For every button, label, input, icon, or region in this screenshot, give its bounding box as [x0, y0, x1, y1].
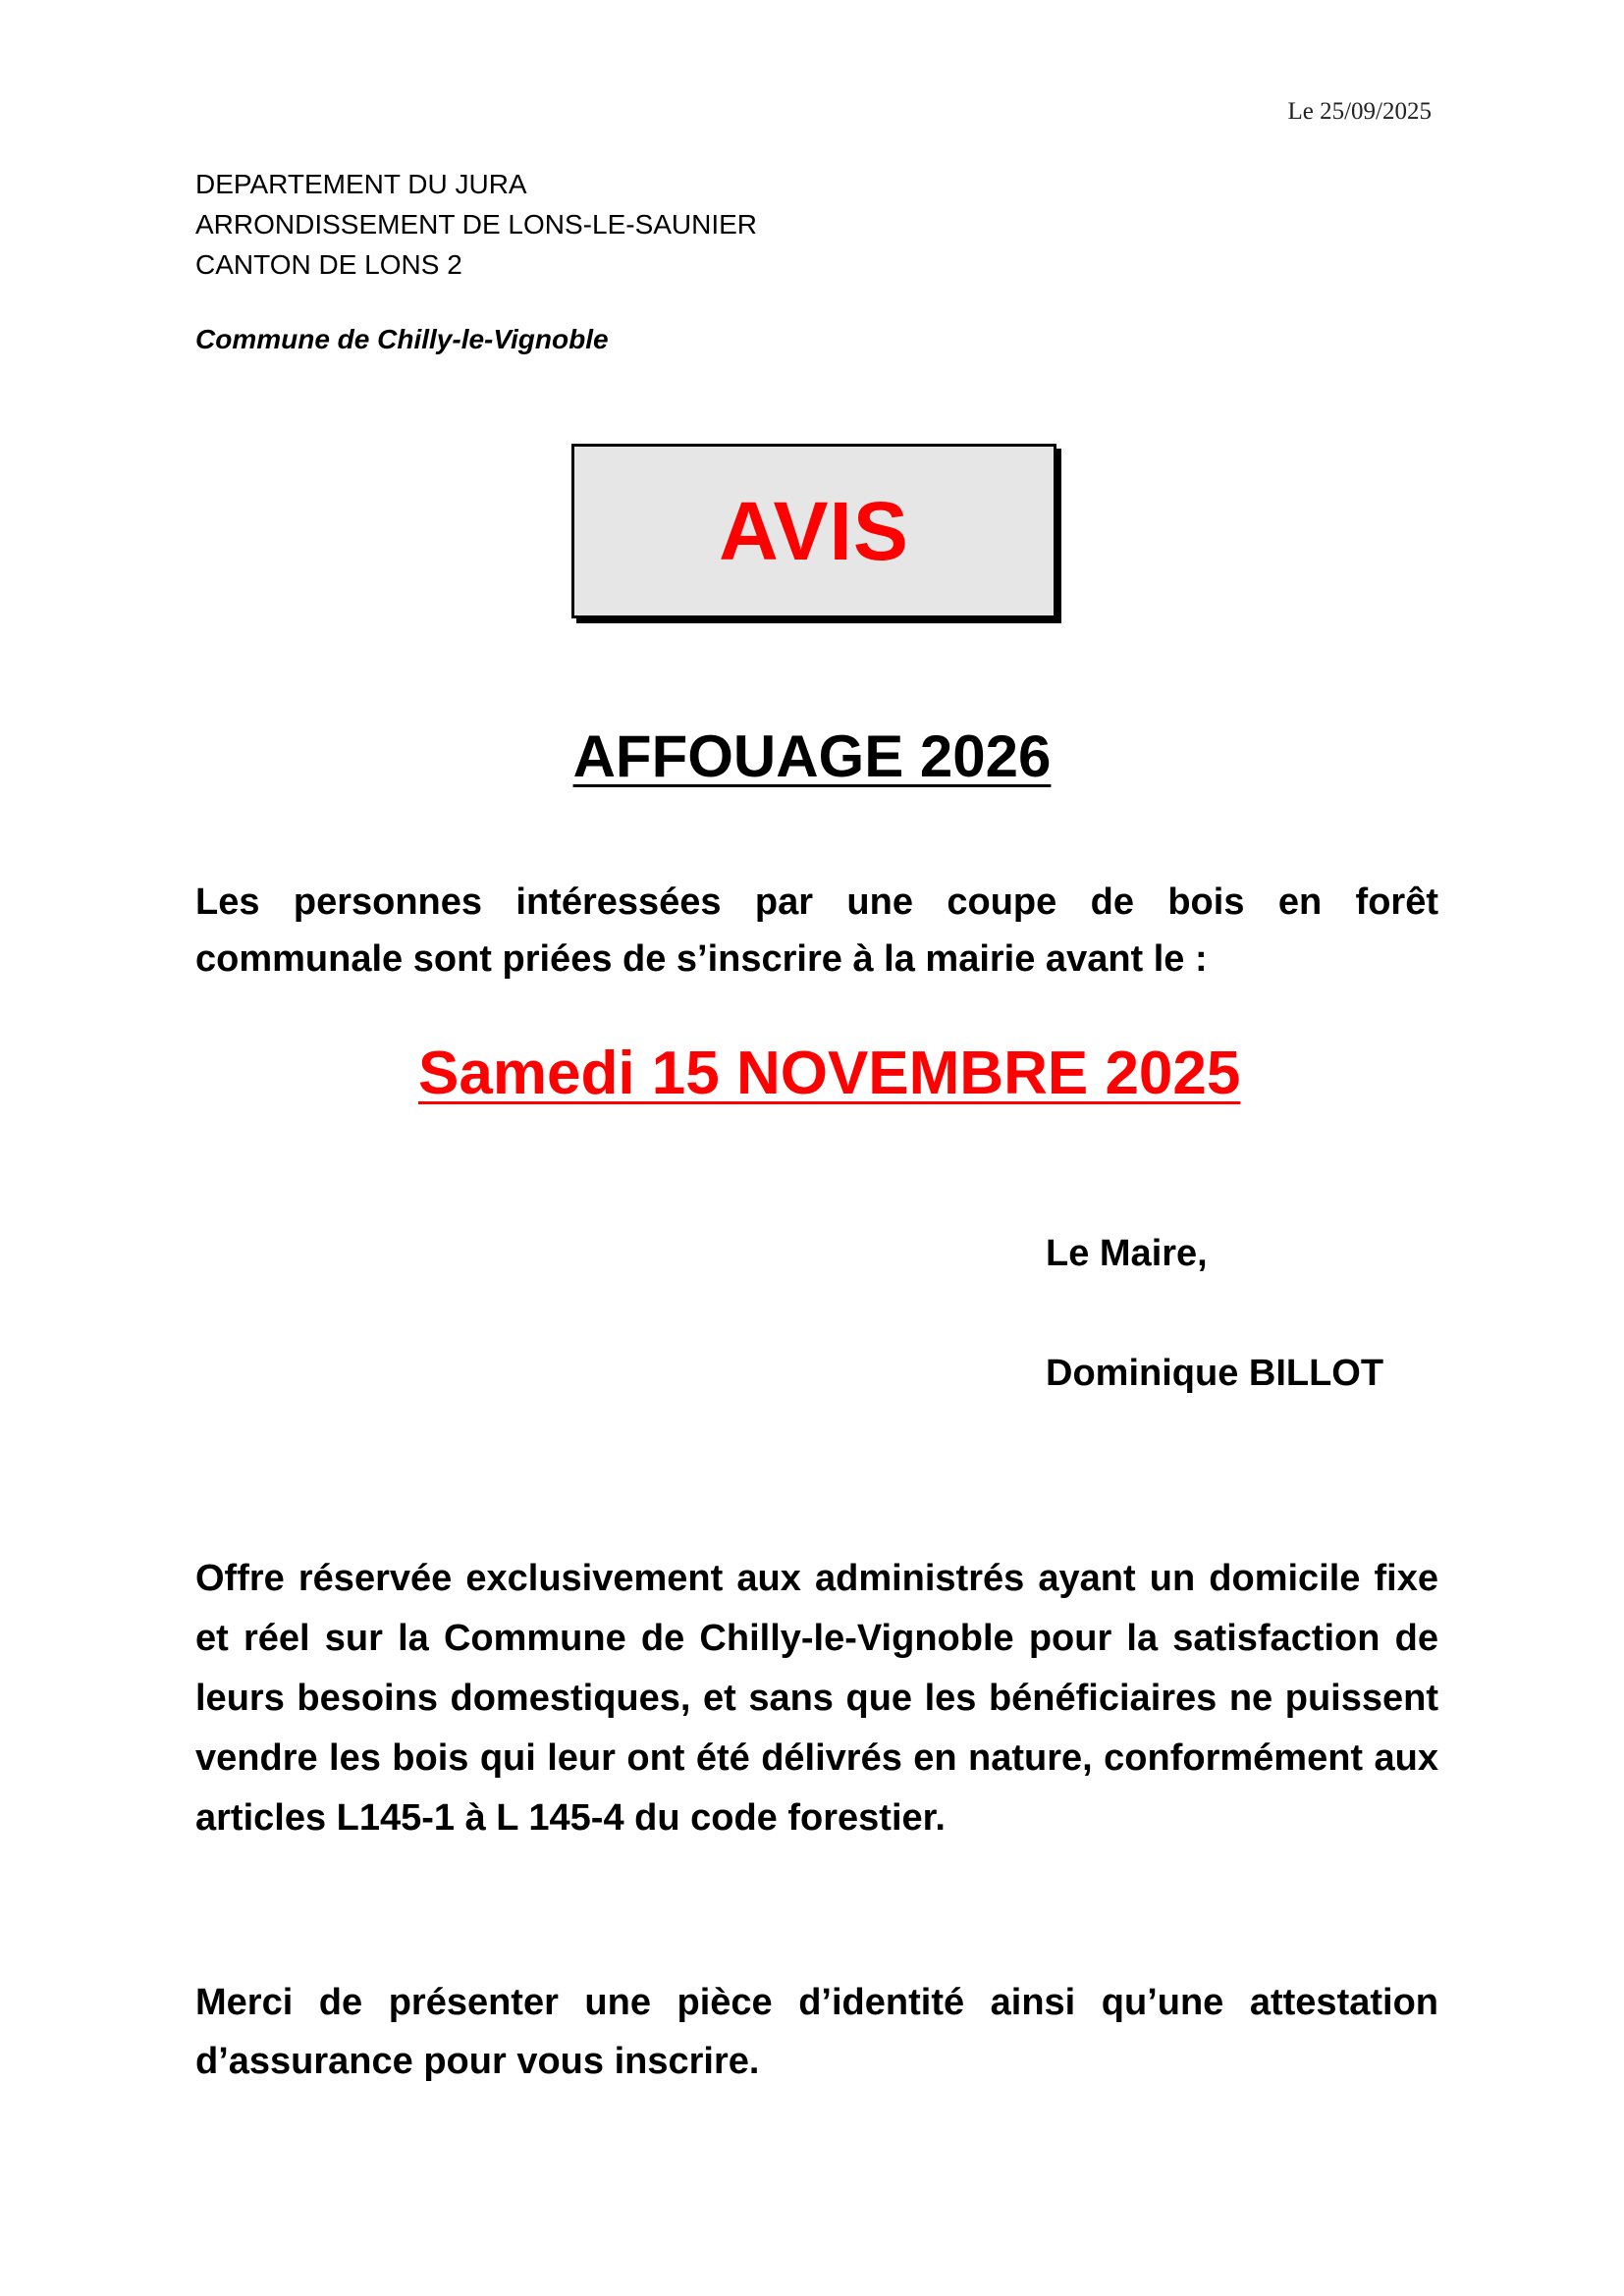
- intro-paragraph: Les personnes intéressées par une coupe de bois en forêt communale sont priées de s’inscrire à la mairie avant le :: [195, 881, 1438, 980]
- notice-label: AVIS: [719, 484, 909, 577]
- signatory-title: Le Maire,: [1046, 1233, 1208, 1274]
- department-line: DEPARTEMENT DU JURA: [195, 169, 527, 199]
- page-title-text: AFFOUAGE 2026: [572, 723, 1052, 789]
- document-date: Le 25/09/2025: [1287, 98, 1432, 125]
- page-title: [0, 722, 1624, 790]
- arrondissement-line: ARRONDISSEMENT DE LONS-LE-SAUNIER: [195, 209, 758, 240]
- administrative-header: [195, 164, 757, 285]
- deadline-date: [418, 1039, 1240, 1108]
- deadline-date-text: Samedi 15 NOVEMBRE 2025: [418, 1040, 1241, 1107]
- requirements-paragraph: Merci de présenter une pièce d’identité ainsi qu’une attestation d’assurance pour vous inscrire.: [195, 1982, 1438, 2082]
- notice-box: [571, 444, 1056, 618]
- canton-line: CANTON DE LONS 2: [195, 249, 462, 280]
- offer-paragraph: Offre réservée exclusivement aux administrés ayant un domicile fixe et réel sur la Commune de Chilly-le-Vignoble pour la satisfaction de leurs besoins domestiques, et sans que les bénéficiaires ne puissent vendre les bois qui leur ont été délivrés en nature, conformément aux articles L145-1 à L 145-4 du code forestier.: [195, 1558, 1438, 1839]
- signatory-name: Dominique BILLOT: [1046, 1353, 1384, 1394]
- commune-name: Commune de Chilly-le-Vignoble: [195, 324, 609, 354]
